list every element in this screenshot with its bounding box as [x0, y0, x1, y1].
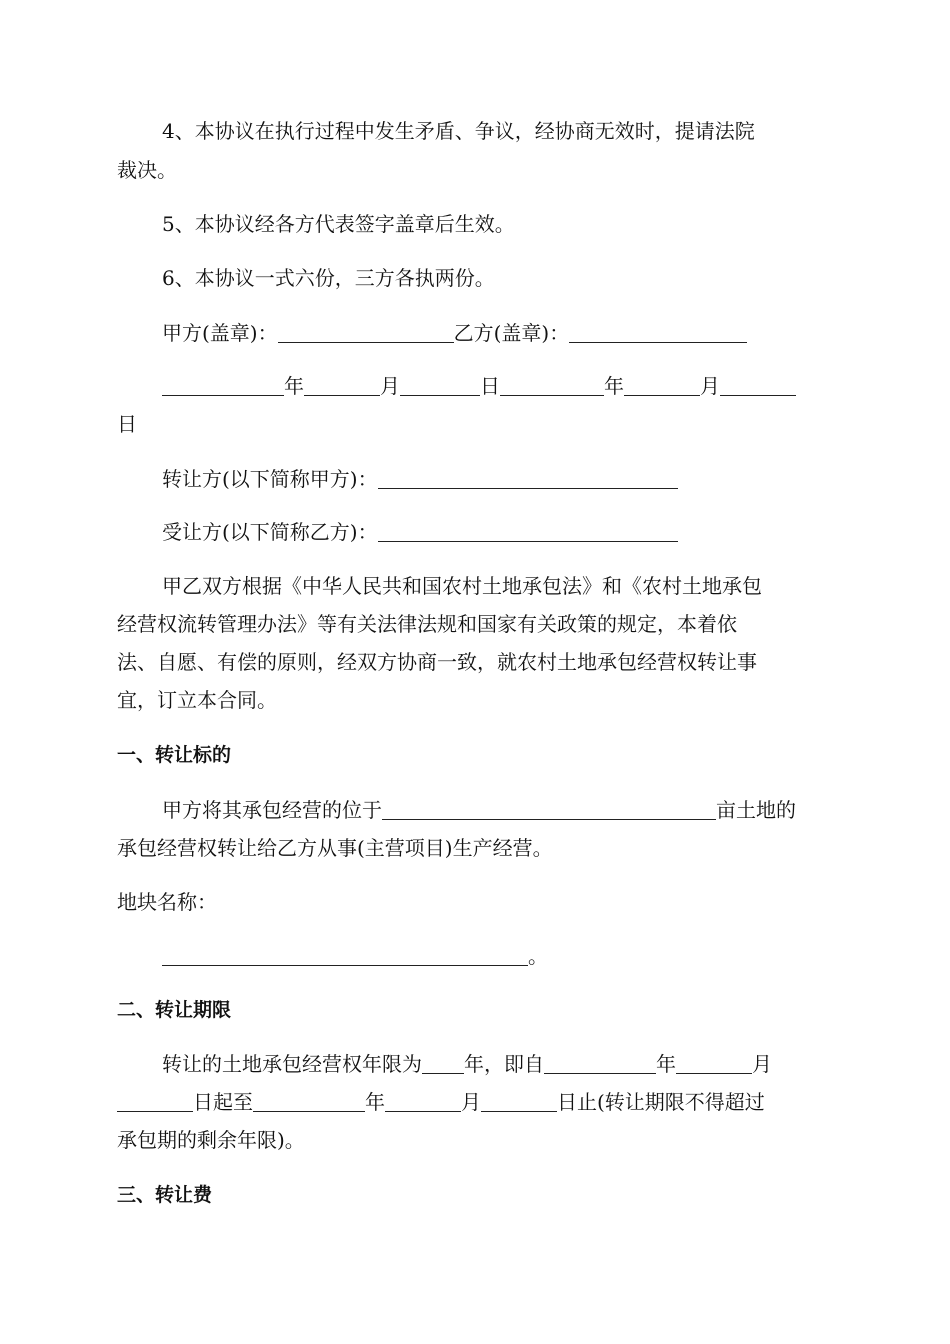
preamble-line-4: 宜，订立本合同。: [117, 688, 277, 712]
location-blank: [382, 801, 716, 820]
date-blank: [253, 1093, 365, 1112]
seal-line: [162, 320, 878, 346]
section-2-line-1: [162, 1051, 878, 1077]
section-1-text: 亩土地的: [716, 798, 796, 822]
years-blank: [422, 1055, 464, 1074]
year-label: 年: [365, 1090, 385, 1114]
date-blank: [304, 377, 380, 396]
year-label: 年: [604, 374, 624, 398]
month-label: 月: [380, 374, 400, 398]
section-2-heading: 二、转让期限: [117, 999, 232, 1021]
date-blank: [720, 377, 796, 396]
date-blank: [500, 377, 604, 396]
section-2-text: 日起至: [193, 1090, 253, 1114]
section-1-text: 甲方将其承包经营的位于: [162, 798, 382, 822]
section-1-para-line-1: [162, 797, 878, 823]
date-blank: [400, 377, 480, 396]
section-1-heading: 一、转让标的: [117, 744, 232, 766]
transferor-label: 转让方(以下简称甲方)：: [162, 467, 378, 491]
period-mark: 。: [528, 944, 548, 968]
date-blank: [117, 1093, 193, 1112]
month-label: 月: [700, 374, 720, 398]
transferor-blank: [378, 470, 678, 489]
party-a-seal-blank: [278, 324, 454, 343]
section-1-para-line-2: 承包经营权转让给乙方从事(主营项目)生产经营。: [117, 836, 553, 860]
section-2-line-2: [117, 1089, 833, 1115]
section-2-text: 年，即自: [464, 1052, 544, 1076]
date-line-day: 日: [117, 412, 137, 436]
transferee-line: [162, 519, 878, 545]
transferee-label: 受让方(以下简称乙方)：: [162, 520, 378, 544]
date-blank: [544, 1055, 656, 1074]
date-blank: [385, 1093, 461, 1112]
year-label: 年: [656, 1052, 676, 1076]
date-blank: [624, 377, 700, 396]
section-2-line-3: 承包期的剩余年限)。: [117, 1128, 305, 1152]
month-label: 月: [461, 1090, 481, 1114]
plot-name-line: [162, 943, 878, 969]
clause-6: 6、本协议一式六份，三方各执两份。: [162, 266, 495, 290]
section-2-text: 转让的土地承包经营权年限为: [162, 1052, 422, 1076]
transferee-blank: [378, 523, 678, 542]
clause-5: 5、本协议经各方代表签字盖章后生效。: [162, 212, 515, 236]
party-b-seal-label: 乙方(盖章)：: [453, 321, 570, 345]
party-a-seal-label: 甲方(盖章)：: [162, 321, 278, 345]
party-b-seal-blank: [569, 324, 747, 343]
date-blank: [162, 377, 284, 396]
plot-name-label: 地块名称：: [117, 890, 217, 914]
plot-name-blank: [162, 947, 528, 966]
transferor-line: [162, 466, 878, 492]
date-blank: [676, 1055, 752, 1074]
year-label: 年: [284, 374, 304, 398]
clause-4-line-1: 4、本协议在执行过程中发生矛盾、争议，经协商无效时，提请法院: [162, 119, 755, 143]
preamble-line-2: 经营权流转管理办法》等有关法律法规和国家有关政策的规定，本着依: [117, 612, 737, 636]
date-blank: [481, 1093, 557, 1112]
clause-4-line-2: 裁决。: [117, 158, 177, 182]
month-label: 月: [752, 1052, 772, 1076]
section-2-text: 日止(转让期限不得超过: [557, 1090, 765, 1114]
section-3-heading: 三、转让费: [117, 1184, 213, 1206]
preamble-line-3: 法、自愿、有偿的原则，经双方协商一致，就农村土地承包经营权转让事: [117, 650, 757, 674]
preamble-line-1: 甲乙双方根据《中华人民共和国农村土地承包法》和《农村土地承包: [162, 574, 762, 598]
day-label: 日: [480, 374, 500, 398]
date-line: [162, 373, 878, 399]
